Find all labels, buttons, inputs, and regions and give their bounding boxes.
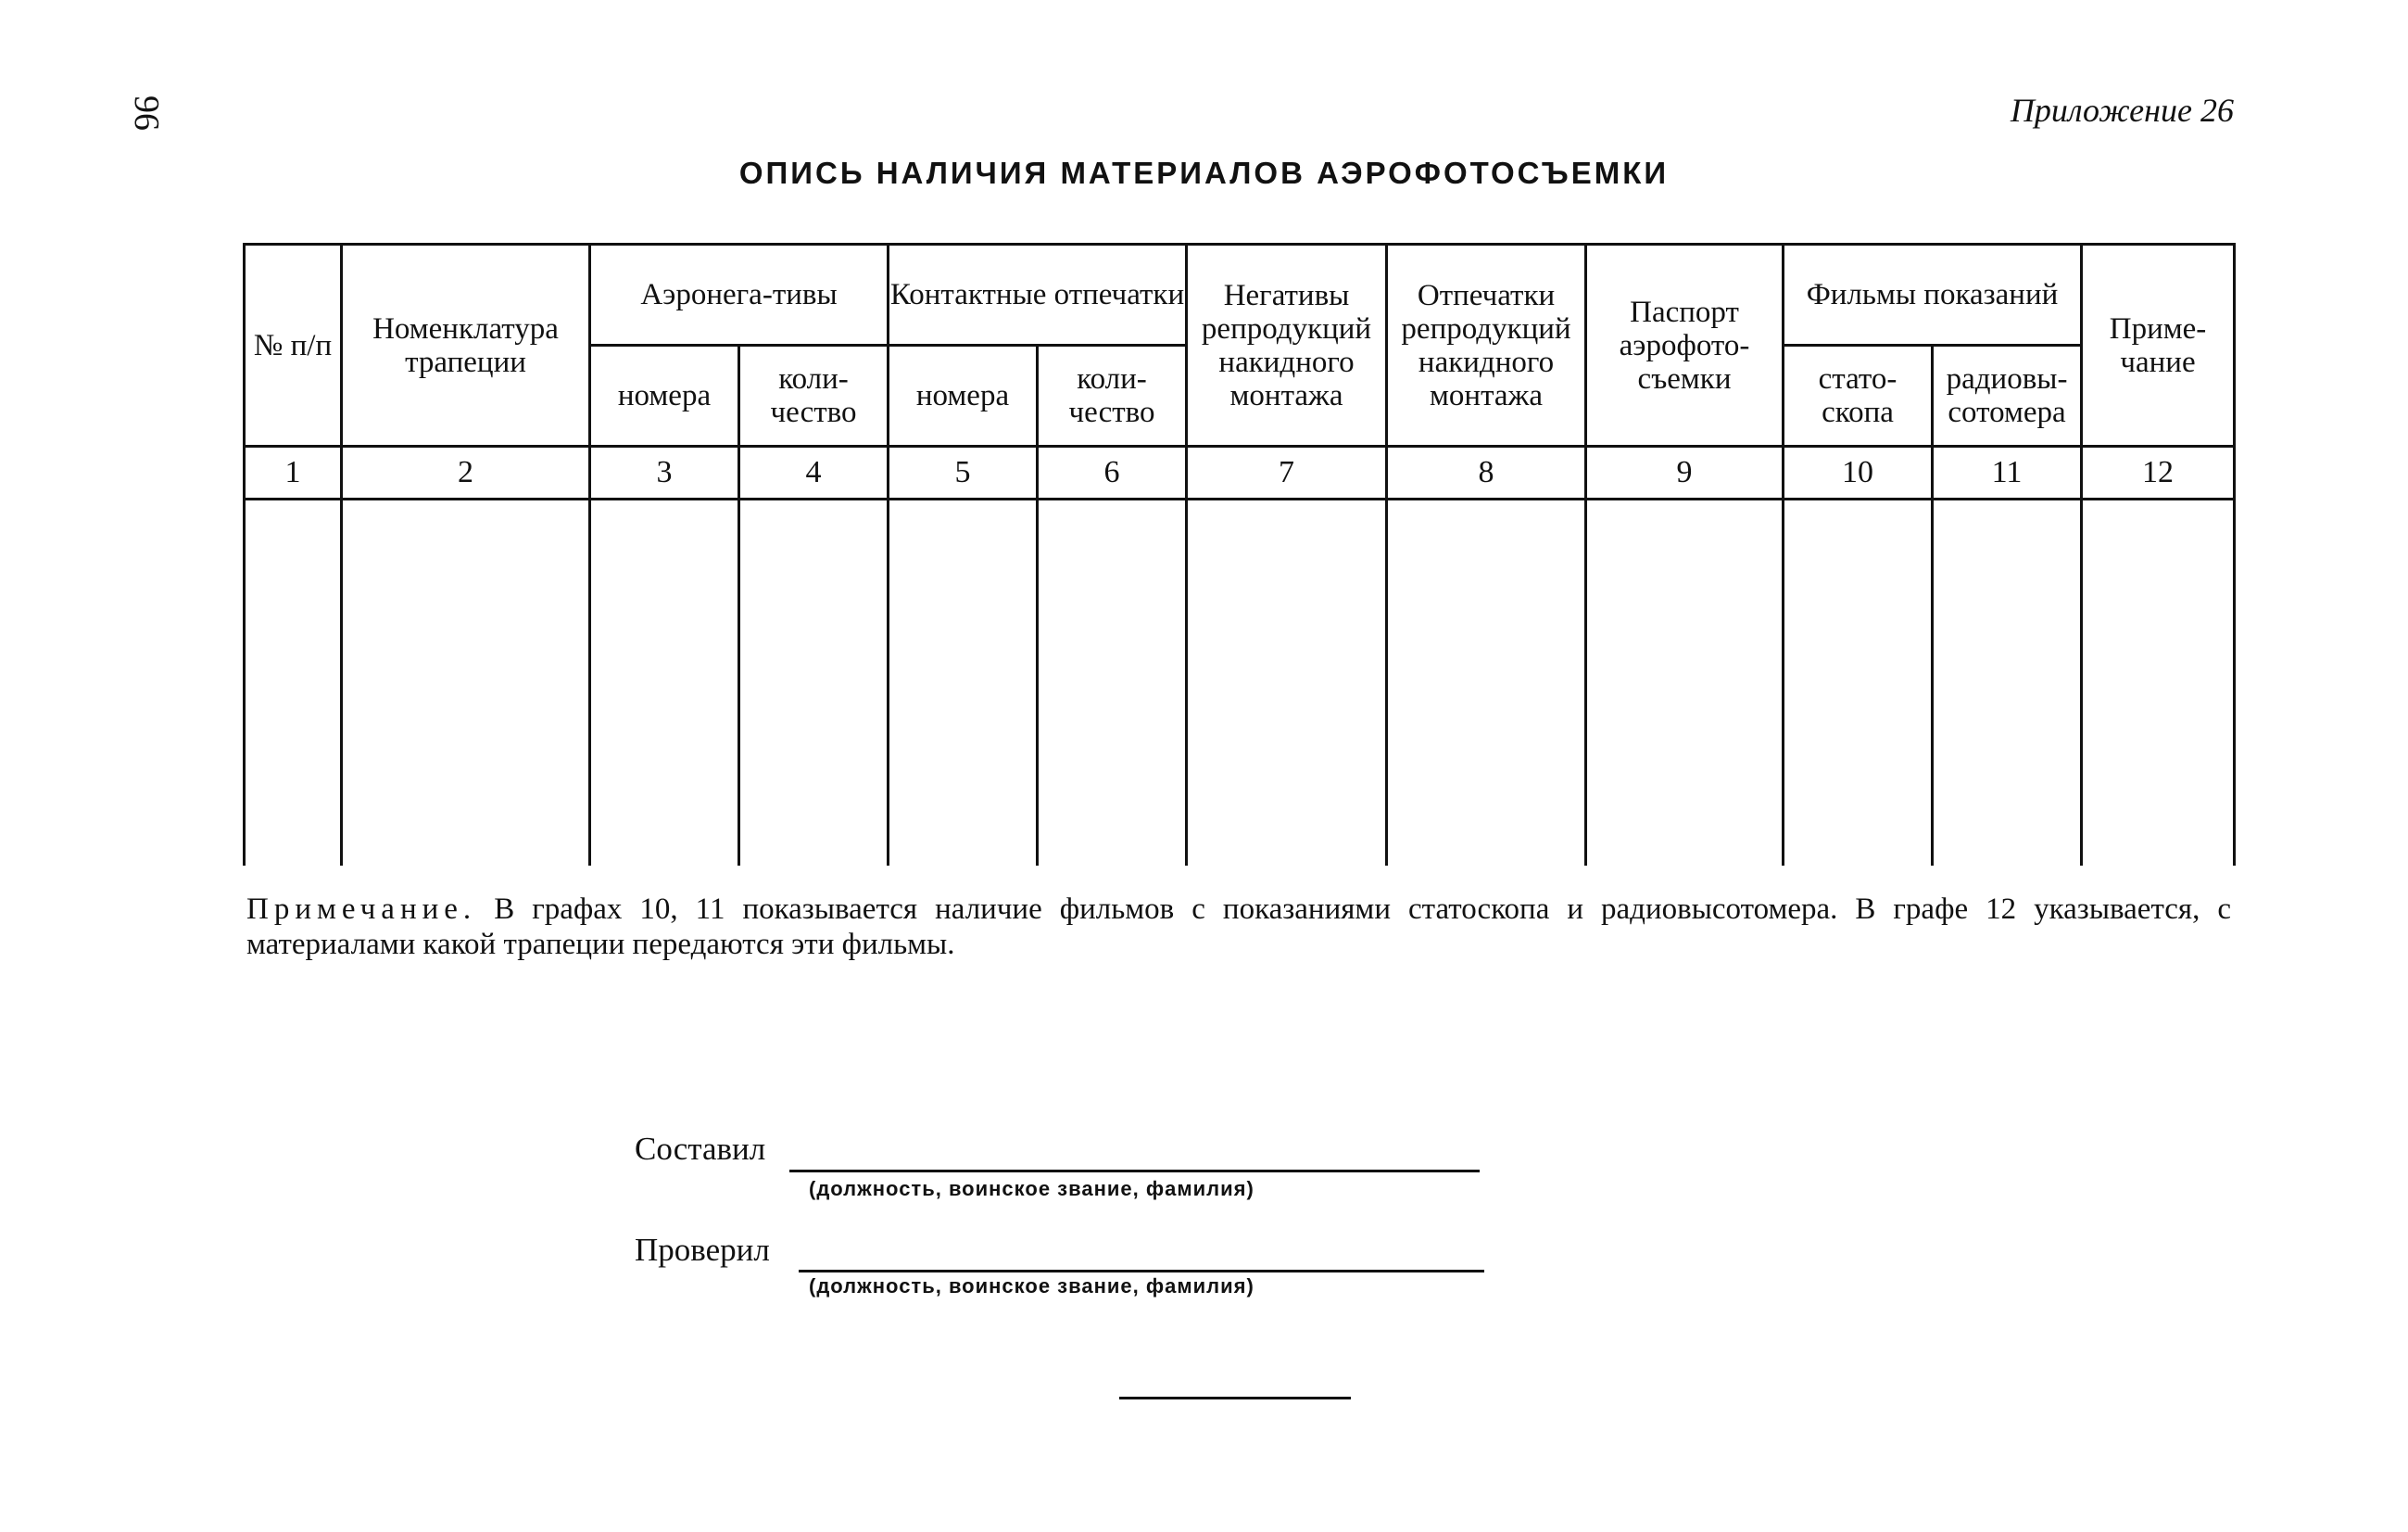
header-aeronegatives: Аэронега-тивы [590, 245, 889, 346]
header-passport: Паспорт аэрофото-съемки [1586, 245, 1784, 447]
checked-by-label: Проверил [635, 1232, 770, 1268]
empty-cell[interactable] [1038, 500, 1187, 867]
header-sub-numbers-2: номера [889, 346, 1038, 447]
appendix-label: Приложение 26 [2010, 92, 2234, 129]
column-number: 12 [2082, 447, 2235, 500]
note-label: Примечание. [246, 893, 477, 926]
column-number: 8 [1387, 447, 1586, 500]
compiled-by-hint: (должность, воинское звание, фамилия) [809, 1177, 1254, 1200]
column-number: 9 [1586, 447, 1784, 500]
empty-cell[interactable] [739, 500, 889, 867]
column-number: 7 [1187, 447, 1387, 500]
empty-cell[interactable] [245, 500, 342, 867]
note-text: В графах 10, 11 показывается наличие фильмов с показаниями статоскопа и радиовысотомера. В графе 12 указывается, с материалами какой трапеции передаются эти фильмы. [246, 893, 2231, 961]
empty-cell[interactable] [1933, 500, 2082, 867]
column-number: 3 [590, 447, 739, 500]
header-sub-quantity-1: коли-чество [739, 346, 889, 447]
checked-by-hint: (должность, воинское звание, фамилия) [809, 1274, 1254, 1298]
column-number: 4 [739, 447, 889, 500]
header-sub-statoscope: стато-скопа [1784, 346, 1933, 447]
header-nomenclature: Номенклатура трапеции [342, 245, 590, 447]
column-number: 1 [245, 447, 342, 500]
page-number: 96 [127, 95, 166, 131]
column-number: 2 [342, 447, 590, 500]
header-sub-quantity-2: коли-чество [1038, 346, 1187, 447]
header-num: № п/п [245, 245, 342, 447]
empty-cell[interactable] [1187, 500, 1387, 867]
empty-data-row [245, 500, 2235, 867]
compiled-by-line[interactable] [789, 1140, 1480, 1172]
compiled-by-label: Составил [635, 1131, 766, 1167]
empty-cell[interactable] [2082, 500, 2235, 867]
header-sub-numbers-1: номера [590, 346, 739, 447]
empty-cell[interactable] [1387, 500, 1586, 867]
column-number: 6 [1038, 447, 1187, 500]
header-sub-radioaltimeter: радиовы-сотомера [1933, 346, 2082, 447]
closing-rule [1119, 1397, 1351, 1399]
document-title: ОПИСЬ НАЛИЧИЯ МАТЕРИАЛОВ АЭРОФОТОСЪЕМКИ [738, 156, 1670, 190]
table-note [246, 892, 2231, 962]
header-row-top [245, 245, 2235, 346]
empty-cell[interactable] [342, 500, 590, 867]
column-number: 10 [1784, 447, 1933, 500]
header-films: Фильмы показаний [1784, 245, 2082, 346]
column-number: 5 [889, 447, 1038, 500]
inventory-table [243, 243, 2236, 866]
header-prints-repro: Отпечатки репродукций накидного монтажа [1387, 245, 1586, 447]
header-contact-prints: Контактные отпечатки [889, 245, 1187, 346]
inventory-table-wrapper [243, 243, 2233, 866]
header-negatives-repro: Негативы репродукций накидного монтажа [1187, 245, 1387, 447]
header-remark: Приме-чание [2082, 245, 2235, 447]
empty-cell[interactable] [1784, 500, 1933, 867]
column-number: 11 [1933, 447, 2082, 500]
column-number-row [245, 447, 2235, 500]
empty-cell[interactable] [1586, 500, 1784, 867]
empty-cell[interactable] [889, 500, 1038, 867]
checked-by-line[interactable] [799, 1240, 1484, 1272]
empty-cell[interactable] [590, 500, 739, 867]
